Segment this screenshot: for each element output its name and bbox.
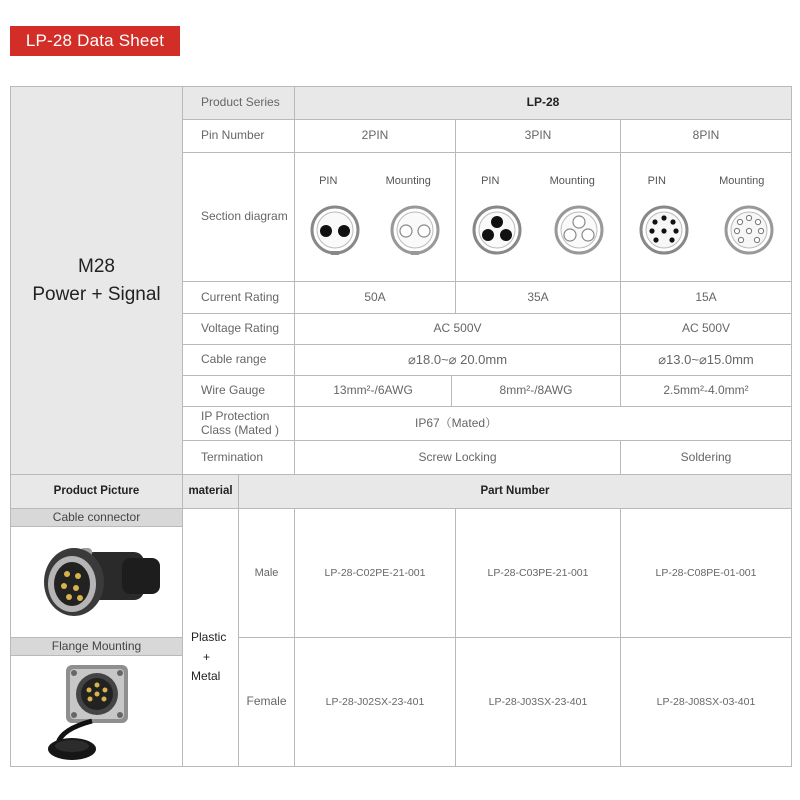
3pin-mounting-face-icon xyxy=(553,204,605,256)
pin-label: PIN xyxy=(647,175,666,187)
spec-label-pin-number: Pin Number xyxy=(182,119,295,153)
spec-label-wire-gauge: Wire Gauge xyxy=(182,375,295,407)
current-rating-2pin: 50A xyxy=(294,281,456,314)
wire-gauge-2pin: 13mm²-/6AWG xyxy=(294,375,452,407)
current-rating-3pin: 35A xyxy=(455,281,621,314)
cable-range-signal: ⌀13.0~⌀15.0mm xyxy=(620,344,792,376)
section-diagram-8pin xyxy=(620,152,792,282)
female-part-8pin: LP-28-J08SX-03-401 xyxy=(620,637,792,767)
cable-connector-caption: Cable connector xyxy=(10,508,183,527)
material-line2: + xyxy=(203,649,211,664)
flange-mounting-caption: Flange Mounting xyxy=(10,637,183,656)
female-label: Female xyxy=(238,637,295,767)
pin-number-2: 2PIN xyxy=(294,119,456,153)
current-rating-8pin: 15A xyxy=(620,281,792,314)
series-model: M28 xyxy=(78,255,115,277)
spec-label-current-rating: Current Rating xyxy=(182,281,295,314)
female-part-3pin: LP-28-J03SX-23-401 xyxy=(455,637,621,767)
male-part-3pin: LP-28-C03PE-21-001 xyxy=(455,508,621,638)
male-part-2pin: LP-28-C02PE-21-001 xyxy=(294,508,456,638)
mounting-label: Mounting xyxy=(549,175,595,187)
spec-label-termination: Termination xyxy=(182,440,295,475)
spec-label-voltage-rating: Voltage Rating xyxy=(182,313,295,345)
pin-label: PIN xyxy=(481,175,500,187)
spec-label-product-series: Product Series xyxy=(182,86,295,120)
pin-label: PIN xyxy=(319,175,338,187)
male-part-8pin: LP-28-C08PE-01-001 xyxy=(620,508,792,638)
part-number-header: Part Number xyxy=(238,474,792,509)
ip-label-line2: Class (Mated ) xyxy=(201,422,280,437)
termination-power: Screw Locking xyxy=(294,440,621,475)
2pin-mounting-face-icon xyxy=(389,204,441,256)
3pin-pin-face-icon xyxy=(471,204,523,256)
pin-number-8: 8PIN xyxy=(620,119,792,153)
8pin-pin-face-icon xyxy=(638,204,690,256)
section-diagram-3pin xyxy=(455,152,621,282)
pin-number-3: 3PIN xyxy=(455,119,621,153)
series-name-cell xyxy=(10,86,183,475)
male-label: Male xyxy=(238,508,295,638)
page-title: LP-28 Data Sheet xyxy=(10,26,180,56)
voltage-rating-power: AC 500V xyxy=(294,313,621,345)
series-type: Power + Signal xyxy=(32,283,161,305)
mounting-label: Mounting xyxy=(719,175,765,187)
mounting-label: Mounting xyxy=(385,175,431,187)
material-cell xyxy=(182,508,239,767)
cable-connector-icon xyxy=(22,534,172,630)
termination-signal: Soldering xyxy=(620,440,792,475)
product-picture-header: Product Picture xyxy=(10,474,183,509)
section-diagram-2pin xyxy=(294,152,456,282)
cable-range-power: ⌀18.0~⌀ 20.0mm xyxy=(294,344,621,376)
ip-protection-value: IP67（Mated） xyxy=(294,406,792,441)
material-line3: Metal xyxy=(191,669,221,684)
material-line1: Plastic xyxy=(191,629,227,644)
spec-value-product-series: LP-28 xyxy=(294,86,792,120)
flange-mounting-icon xyxy=(22,659,172,763)
2pin-pin-face-icon xyxy=(309,204,361,256)
spec-label-ip-protection xyxy=(182,406,295,441)
spec-label-section-diagram: Section diagram xyxy=(182,152,295,282)
flange-mounting-photo xyxy=(10,655,183,767)
material-header: material xyxy=(182,474,239,509)
female-part-2pin: LP-28-J02SX-23-401 xyxy=(294,637,456,767)
ip-label-line1: IP Protection xyxy=(201,408,270,423)
wire-gauge-8pin: 2.5mm²-4.0mm² xyxy=(620,375,792,407)
wire-gauge-3pin: 8mm²-/8AWG xyxy=(451,375,621,407)
cable-connector-photo xyxy=(10,526,183,638)
8pin-mounting-face-icon xyxy=(723,204,775,256)
spec-label-cable-range: Cable range xyxy=(182,344,295,376)
voltage-rating-signal: AC 500V xyxy=(620,313,792,345)
